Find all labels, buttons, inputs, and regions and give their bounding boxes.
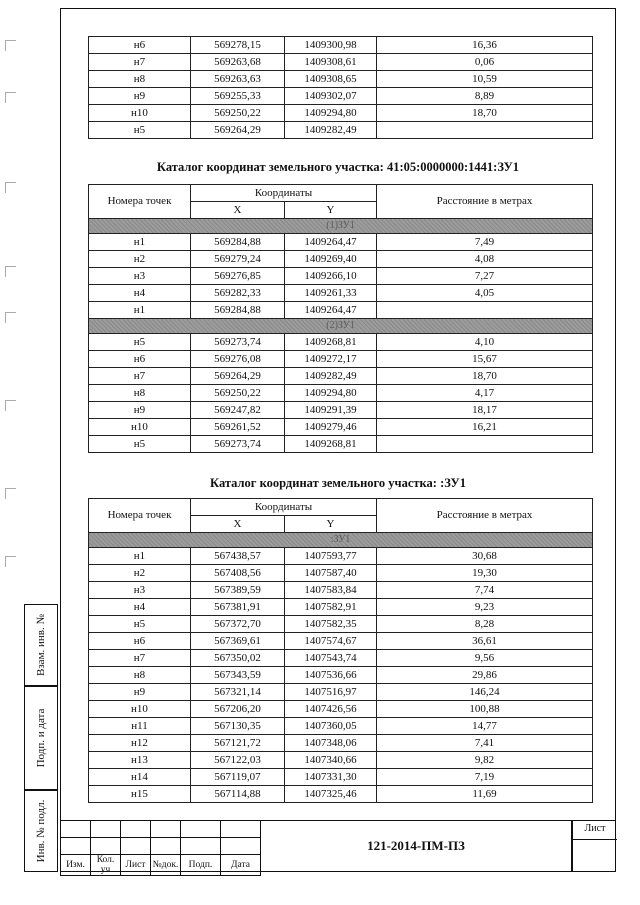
table-row — [89, 402, 593, 419]
distance-cell: 146,24 — [377, 684, 593, 701]
distance-cell: 7,41 — [377, 735, 593, 752]
header-coordinates: Координаты — [191, 185, 377, 202]
table-row — [89, 752, 593, 769]
point-cell: н12 — [89, 735, 191, 752]
x-cell: 569263,68 — [191, 54, 285, 71]
distance-cell: 7,49 — [377, 234, 593, 251]
y-cell: 1409268,81 — [285, 436, 377, 453]
distance-cell: 7,27 — [377, 268, 593, 285]
table-row — [89, 650, 593, 667]
y-cell: 1407331,30 — [285, 769, 377, 786]
table-row — [89, 616, 593, 633]
distance-cell: 9,82 — [377, 752, 593, 769]
point-cell: н14 — [89, 769, 191, 786]
point-cell: н5 — [89, 436, 191, 453]
side-label-signature-date: Подп. и дата — [35, 708, 47, 768]
edge-tick — [5, 182, 16, 193]
y-cell: 1409272,17 — [285, 351, 377, 368]
x-cell: 567130,35 — [191, 718, 285, 735]
x-cell: 569255,33 — [191, 88, 285, 105]
table-row — [89, 351, 593, 368]
x-cell: 567438,57 — [191, 548, 285, 565]
distance-cell — [377, 122, 593, 139]
table-row — [89, 37, 593, 54]
header-y: Y — [285, 202, 377, 219]
x-cell: 567350,02 — [191, 650, 285, 667]
x-cell: 567369,61 — [191, 633, 285, 650]
table-row — [89, 633, 593, 650]
distance-cell: 10,59 — [377, 71, 593, 88]
header-y: Y — [285, 516, 377, 533]
side-box-replacement-inventory — [24, 604, 58, 686]
distance-cell: 8,28 — [377, 616, 593, 633]
x-cell: 569284,88 — [191, 234, 285, 251]
point-cell: н8 — [89, 71, 191, 88]
y-cell: 1409308,61 — [285, 54, 377, 71]
stamp-col-count: Кол. уч — [91, 855, 121, 876]
section-row — [89, 533, 593, 548]
point-cell: н10 — [89, 105, 191, 122]
distance-cell: 18,17 — [377, 402, 593, 419]
y-cell: 1407340,66 — [285, 752, 377, 769]
distance-cell — [377, 302, 593, 319]
table-row — [89, 565, 593, 582]
point-cell: н4 — [89, 599, 191, 616]
table-row — [89, 385, 593, 402]
x-cell: 567389,59 — [191, 582, 285, 599]
sheet-number-cell — [572, 820, 616, 872]
point-cell: н7 — [89, 650, 191, 667]
table-row — [89, 548, 593, 565]
catalog-title-2: Каталог координат земельного участка: :ЗУ1 — [210, 476, 466, 490]
distance-cell: 8,89 — [377, 88, 593, 105]
distance-cell: 4,10 — [377, 334, 593, 351]
table-row — [89, 105, 593, 122]
edge-tick — [5, 488, 16, 499]
point-cell: н4 — [89, 285, 191, 302]
catalog-title-1: Каталог координат земельного участка: 41:05:0000000:1441:ЗУ1 — [156, 160, 520, 174]
table-row — [89, 88, 593, 105]
table-row — [89, 769, 593, 786]
distance-cell: 18,70 — [377, 105, 593, 122]
distance-cell: 11,69 — [377, 786, 593, 803]
point-cell: н1 — [89, 234, 191, 251]
y-cell: 1407587,40 — [285, 565, 377, 582]
point-cell: н7 — [89, 54, 191, 71]
y-cell: 1409268,81 — [285, 334, 377, 351]
section-label: :ЗУ1 — [89, 533, 593, 548]
table-row — [89, 334, 593, 351]
table-row — [89, 667, 593, 684]
point-cell: н6 — [89, 37, 191, 54]
distance-cell: 4,17 — [377, 385, 593, 402]
y-cell: 1409282,49 — [285, 122, 377, 139]
y-cell: 1407574,67 — [285, 633, 377, 650]
edge-tick — [5, 40, 16, 51]
x-cell: 569263,63 — [191, 71, 285, 88]
x-cell: 567121,72 — [191, 735, 285, 752]
document-code: 121-2014-ПМ-ПЗ — [260, 820, 572, 872]
y-cell: 1409282,49 — [285, 368, 377, 385]
side-label-original-inventory: Инв. № подл. — [35, 799, 47, 863]
x-cell: 569261,52 — [191, 419, 285, 436]
distance-cell: 16,21 — [377, 419, 593, 436]
table-row — [89, 251, 593, 268]
x-cell: 569284,88 — [191, 302, 285, 319]
title-block — [60, 820, 616, 875]
y-cell: 1407516,97 — [285, 684, 377, 701]
point-cell: н13 — [89, 752, 191, 769]
stamp-col-revision: Изм. — [61, 855, 91, 876]
x-cell: 567321,14 — [191, 684, 285, 701]
table-row — [89, 582, 593, 599]
distance-cell: 29,86 — [377, 667, 593, 684]
table-row — [89, 684, 593, 701]
point-cell: н9 — [89, 88, 191, 105]
x-cell: 569247,82 — [191, 402, 285, 419]
section-row — [89, 219, 593, 234]
y-cell: 1409294,80 — [285, 385, 377, 402]
header-distance: Расстояние в метрах — [377, 499, 593, 533]
x-cell: 567372,70 — [191, 616, 285, 633]
table-row — [89, 436, 593, 453]
distance-cell — [377, 436, 593, 453]
edge-tick — [5, 266, 16, 277]
point-cell: н6 — [89, 351, 191, 368]
distance-cell: 4,05 — [377, 285, 593, 302]
y-cell: 1407360,05 — [285, 718, 377, 735]
x-cell: 569250,22 — [191, 105, 285, 122]
table-row — [89, 419, 593, 436]
y-cell: 1407543,74 — [285, 650, 377, 667]
x-cell: 569250,22 — [191, 385, 285, 402]
header-point-numbers: Номера точек — [89, 499, 191, 533]
y-cell: 1407582,91 — [285, 599, 377, 616]
header-distance: Расстояние в метрах — [377, 185, 593, 219]
y-cell: 1407348,06 — [285, 735, 377, 752]
table-row — [89, 786, 593, 803]
edge-tick — [5, 312, 16, 323]
x-cell: 567408,56 — [191, 565, 285, 582]
x-cell: 567343,59 — [191, 667, 285, 684]
side-label-replacement-inventory: Взам. инв. № — [35, 614, 47, 676]
point-cell: н11 — [89, 718, 191, 735]
distance-cell: 7,74 — [377, 582, 593, 599]
x-cell: 567119,07 — [191, 769, 285, 786]
x-cell: 569276,85 — [191, 268, 285, 285]
table-row — [89, 599, 593, 616]
distance-cell: 9,56 — [377, 650, 593, 667]
x-cell: 567114,88 — [191, 786, 285, 803]
point-cell: н2 — [89, 565, 191, 582]
y-cell: 1409302,07 — [285, 88, 377, 105]
header-x: X — [191, 202, 285, 219]
x-cell: 567206,20 — [191, 701, 285, 718]
point-cell: н6 — [89, 633, 191, 650]
y-cell: 1407593,77 — [285, 548, 377, 565]
x-cell: 569264,29 — [191, 122, 285, 139]
x-cell: 569273,74 — [191, 334, 285, 351]
distance-cell: 19,30 — [377, 565, 593, 582]
x-cell: 567381,91 — [191, 599, 285, 616]
y-cell: 1409264,47 — [285, 302, 377, 319]
y-cell: 1409308,65 — [285, 71, 377, 88]
distance-cell: 7,19 — [377, 769, 593, 786]
header-x: X — [191, 516, 285, 533]
point-cell: н5 — [89, 122, 191, 139]
stamp-col-signature: Подп. — [181, 855, 221, 876]
point-cell: н3 — [89, 582, 191, 599]
x-cell: 569273,74 — [191, 436, 285, 453]
edge-tick — [5, 92, 16, 103]
point-cell: н10 — [89, 419, 191, 436]
x-cell: 569282,33 — [191, 285, 285, 302]
edge-tick — [5, 400, 16, 411]
distance-cell: 100,88 — [377, 701, 593, 718]
edge-tick — [5, 556, 16, 567]
side-box-signature-date — [24, 686, 58, 790]
distance-cell: 16,36 — [377, 37, 593, 54]
table-row — [89, 285, 593, 302]
y-cell: 1409279,46 — [285, 419, 377, 436]
table-row — [89, 268, 593, 285]
y-cell: 1409266,10 — [285, 268, 377, 285]
distance-cell: 30,68 — [377, 548, 593, 565]
point-cell: н8 — [89, 667, 191, 684]
y-cell: 1407325,46 — [285, 786, 377, 803]
table-row — [89, 234, 593, 251]
stamp-col-doc-number: №док. — [151, 855, 181, 876]
y-cell: 1409264,47 — [285, 234, 377, 251]
section-label: (1)ЗУ1 — [89, 219, 593, 234]
coords-table-continuation — [88, 36, 593, 139]
section-label: (2)ЗУ1 — [89, 319, 593, 334]
y-cell: 1409261,33 — [285, 285, 377, 302]
point-cell: н5 — [89, 616, 191, 633]
distance-cell: 18,70 — [377, 368, 593, 385]
table-row — [89, 718, 593, 735]
y-cell: 1409300,98 — [285, 37, 377, 54]
table-row — [89, 122, 593, 139]
coords-table-2 — [88, 498, 593, 803]
point-cell: н10 — [89, 701, 191, 718]
distance-cell: 36,61 — [377, 633, 593, 650]
table-row — [89, 54, 593, 71]
point-cell: н5 — [89, 334, 191, 351]
x-cell: 569264,29 — [191, 368, 285, 385]
y-cell: 1407583,84 — [285, 582, 377, 599]
header-coordinates: Координаты — [191, 499, 377, 516]
point-cell: н15 — [89, 786, 191, 803]
point-cell: н1 — [89, 548, 191, 565]
distance-cell: 14,77 — [377, 718, 593, 735]
distance-cell: 4,08 — [377, 251, 593, 268]
point-cell: н3 — [89, 268, 191, 285]
y-cell: 1409291,39 — [285, 402, 377, 419]
coords-table-1 — [88, 184, 593, 453]
table-row — [89, 735, 593, 752]
y-cell: 1407536,66 — [285, 667, 377, 684]
distance-cell: 9,23 — [377, 599, 593, 616]
y-cell: 1407426,56 — [285, 701, 377, 718]
point-cell: н9 — [89, 684, 191, 701]
table-row — [89, 71, 593, 88]
stamp-col-date: Дата — [221, 855, 261, 876]
distance-cell: 0,06 — [377, 54, 593, 71]
table-row — [89, 302, 593, 319]
stamp-col-sheet: Лист — [121, 855, 151, 876]
y-cell: 1407582,35 — [285, 616, 377, 633]
x-cell: 569276,08 — [191, 351, 285, 368]
table-row — [89, 368, 593, 385]
section-row — [89, 319, 593, 334]
header-point-numbers: Номера точек — [89, 185, 191, 219]
point-cell: н9 — [89, 402, 191, 419]
point-cell: н2 — [89, 251, 191, 268]
point-cell: н7 — [89, 368, 191, 385]
y-cell: 1409294,80 — [285, 105, 377, 122]
distance-cell: 15,67 — [377, 351, 593, 368]
x-cell: 569278,15 — [191, 37, 285, 54]
title-block-grid — [60, 820, 261, 876]
point-cell: н8 — [89, 385, 191, 402]
x-cell: 569279,24 — [191, 251, 285, 268]
y-cell: 1409269,40 — [285, 251, 377, 268]
sheet-label: Лист — [584, 823, 606, 834]
x-cell: 567122,03 — [191, 752, 285, 769]
table-row — [89, 701, 593, 718]
point-cell: н1 — [89, 302, 191, 319]
side-box-original-inventory — [24, 790, 58, 872]
